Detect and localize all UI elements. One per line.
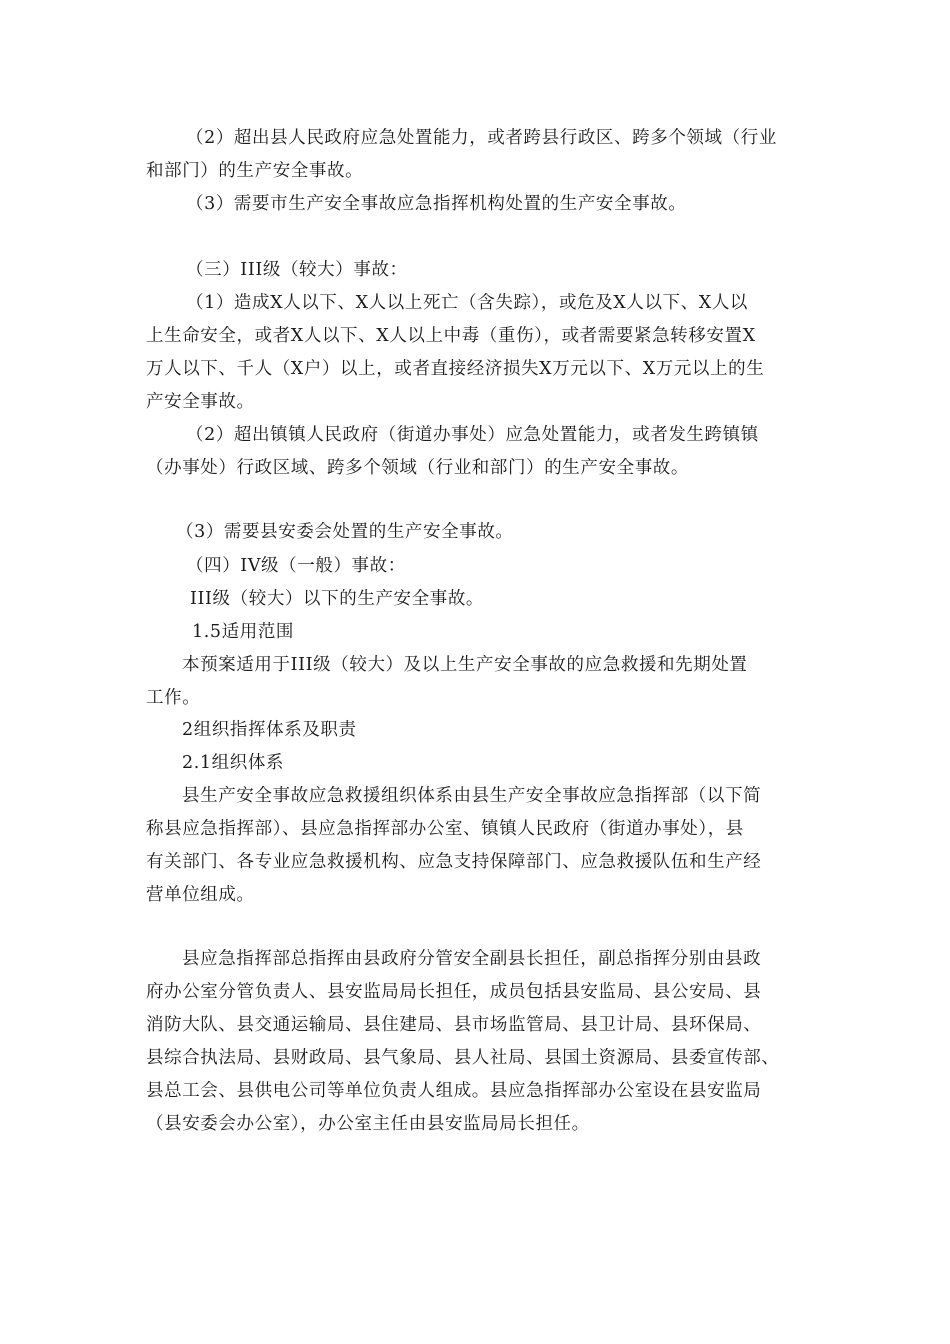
text-line: （1）造成X人以下、X人以上死亡（含失踪），或危及X人以下、X人以	[186, 293, 749, 313]
text-line: （2）超出镇镇人民政府（街道办事处）应急处置能力，或者发生跨镇镇	[186, 425, 759, 445]
text-line: 县生产安全事故应急救援组织体系由县生产安全事故应急指挥部（以下简	[182, 786, 762, 806]
text-line: 称县应急指挥部）、县应急指挥部办公室、镇镇人民政府（街道办事处），县	[146, 819, 744, 839]
section-heading: 2.1组织体系	[182, 753, 285, 773]
section-heading: （三）III级（较大）事故：	[186, 260, 408, 280]
text-line: III级（较大）以下的生产安全事故。	[190, 589, 485, 609]
text-line: （县安委会办公室），办公室主任由县安监局局长担任。	[146, 1114, 590, 1134]
section-heading: 2组织指挥体系及职责	[182, 720, 357, 740]
text-line: （3）需要县安委会处置的生产安全事故。	[176, 522, 514, 542]
text-line: 有关部门、各专业应急救援机构、应急支持保障部门、应急救援队伍和生产经	[146, 852, 762, 872]
text-line: 府办公室分管负责人、县安监局局长担任，成员包括县安监局、县公安局、县	[146, 982, 762, 1002]
text-line: （办事处）行政区域、跨多个领域（行业和部门）的生产安全事故。	[146, 458, 689, 478]
text-line: （2）超出县人民政府应急处置能力，或者跨县行政区、跨多个领域（行业	[186, 128, 777, 148]
section-heading: 1.5适用范围	[192, 622, 295, 642]
section-heading: （四）IV级（一般）事故：	[186, 556, 406, 576]
text-line: 县总工会、县供电公司等单位负责人组成。县应急指挥部办公室设在县安监局	[146, 1081, 762, 1101]
text-line: 消防大队、县交通运输局、县住建局、县市场监管局、县卫计局、县环保局、	[146, 1015, 762, 1035]
text-line: 营单位组成。	[146, 885, 255, 905]
text-line: 上生命安全，或者X人以下、X人以上中毒（重伤），或者需要紧急转移安置X	[146, 326, 756, 346]
text-line: 工作。	[146, 688, 201, 708]
text-line: 万人以下、千人（X户）以上，或者直接经济损失X万元以下、X万元以上的生	[146, 359, 765, 379]
text-line: 本预案适用于III级（较大）及以上生产安全事故的应急救援和先期处置	[182, 655, 748, 675]
text-line: （3）需要市生产安全事故应急指挥机构处置的生产安全事故。	[186, 194, 687, 214]
text-line: 产安全事故。	[146, 392, 255, 412]
text-line: 县应急指挥部总指挥由县政府分管安全副县长担任，副总指挥分别由县政	[182, 949, 762, 969]
text-line: 和部门）的生产安全事故。	[146, 161, 364, 181]
text-line: 县综合执法局、县财政局、县气象局、县人社局、县国土资源局、县委宣传部、	[146, 1048, 780, 1068]
